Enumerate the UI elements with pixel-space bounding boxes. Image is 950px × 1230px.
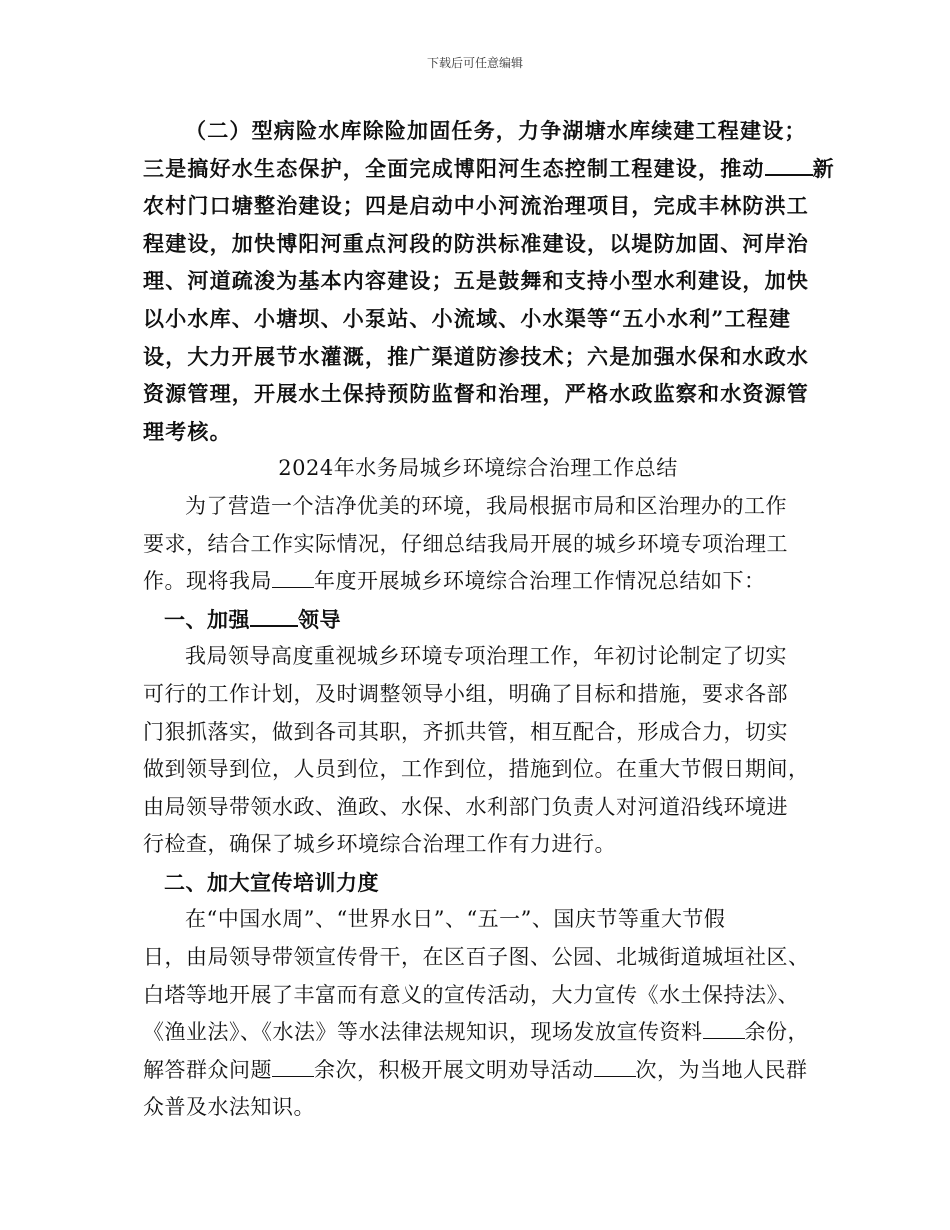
text-line (143, 563, 813, 601)
text-line: 门狠抓落实，做到各司其职，齐抓共管，相互配合，形成合力，切实 (143, 719, 788, 744)
continuation-paragraph (143, 112, 835, 450)
text-line: 日，由局领导带领宣传骨干，在区百子图、公园、北城街道城垣社区、 (143, 945, 810, 970)
section2-paragraph (143, 901, 813, 1127)
fill-in-blank (272, 1056, 314, 1077)
text-segment: 次，为当地人民群 (635, 1057, 808, 1082)
text-segment: 三是搞好水生态保护，全面完成博阳河生态控制工程建设，推动 (143, 155, 765, 181)
fill-in-blank (594, 1056, 636, 1077)
text-line: 农村门口塘整治建设；四是启动中小河流治理项目，完成丰林防洪工 (143, 193, 809, 219)
text-line (143, 1014, 813, 1052)
text-line: 由局领导带领水政、渔政、水保、水利部门负责人对河道沿线环境进 (143, 794, 788, 819)
text-segment: 年度开展城乡环境综合治理工作情况总结如下： (314, 569, 766, 594)
document-body (143, 112, 835, 1127)
fill-in-blank (272, 567, 314, 588)
text-line: 以小水库、小塘坝、小泵站、小流域、小水渠等“五小水利”工程建 (143, 305, 792, 331)
fill-in-blank (703, 1018, 745, 1039)
text-segment: 余份， (744, 1020, 809, 1045)
fill-in-blank (250, 605, 298, 627)
text-line: （二）型病险水库除险加固任务，力争湖塘水库续建工程建设； (185, 118, 807, 143)
section-heading: 二、加大宣传培训力度 (164, 869, 379, 895)
text-line: 设，大力开展节水灌溉，推广渠道防渗技术；六是加强水保和水政水 (143, 343, 809, 369)
section-heading (143, 601, 813, 639)
text-line: 众普及水法知识。 (143, 1095, 315, 1120)
text-segment: 一、加强 (164, 606, 250, 632)
text-segment: 作。现将我局 (143, 569, 272, 594)
intro-paragraph (143, 488, 813, 601)
text-line: 可行的工作计划，及时调整领导小组，明确了目标和措施，要求各部 (143, 681, 788, 706)
text-line: 白塔等地开展了丰富而有意义的宣传活动，大力宣传《水土保持法》、 (143, 982, 799, 1007)
text-segment: 《渔业法》、《水法》等水法律法规知识，现场发放宣传资料 (143, 1020, 703, 1045)
text-line: 做到领导到位，人员到位，工作到位，措施到位。在重大节假日期间， (143, 757, 810, 782)
text-segment: 解答群众问题 (143, 1057, 272, 1082)
text-line: 要求，结合工作实际情况，仔细总结我局开展的城乡环境专项治理工 (143, 531, 788, 556)
text-segment: 新 (812, 155, 835, 181)
section1-paragraph (143, 638, 813, 864)
text-line: 程建设，加快博阳河重点河段的防洪标准建设，以堤防加固、河岸治 (143, 230, 809, 256)
text-line: 行检查，确保了城乡环境综合治理工作有力进行。 (143, 832, 616, 857)
text-line (143, 1052, 813, 1090)
text-line (143, 150, 835, 188)
document-title: 2024年水务局城乡环境综合治理工作总结 (278, 456, 678, 481)
text-line: 我局领导高度重视城乡环境专项治理工作，年初讨论制定了切实 (185, 644, 787, 669)
text-line: 理考核。 (143, 418, 232, 444)
text-line: 资源管理，开展水土保持预防监督和治理，严格水政监察和水资源管 (143, 381, 809, 407)
fill-in-blank (765, 154, 813, 176)
text-segment: 余次，积极开展文明劝导活动 (314, 1057, 594, 1082)
text-line: 理、河道疏浚为基本内容建设；五是鼓舞和支持小型水利建设，加快 (143, 268, 809, 294)
page-header: 下载后可任意编辑 (426, 56, 523, 70)
text-line: 为了营造一个洁净优美的环境，我局根据市局和区治理办的工作 (185, 493, 787, 518)
text-segment: 领导 (298, 606, 341, 632)
text-line: 在“中国水周”、“世界水日”、“五一”、国庆节等重大节假 (185, 907, 726, 932)
